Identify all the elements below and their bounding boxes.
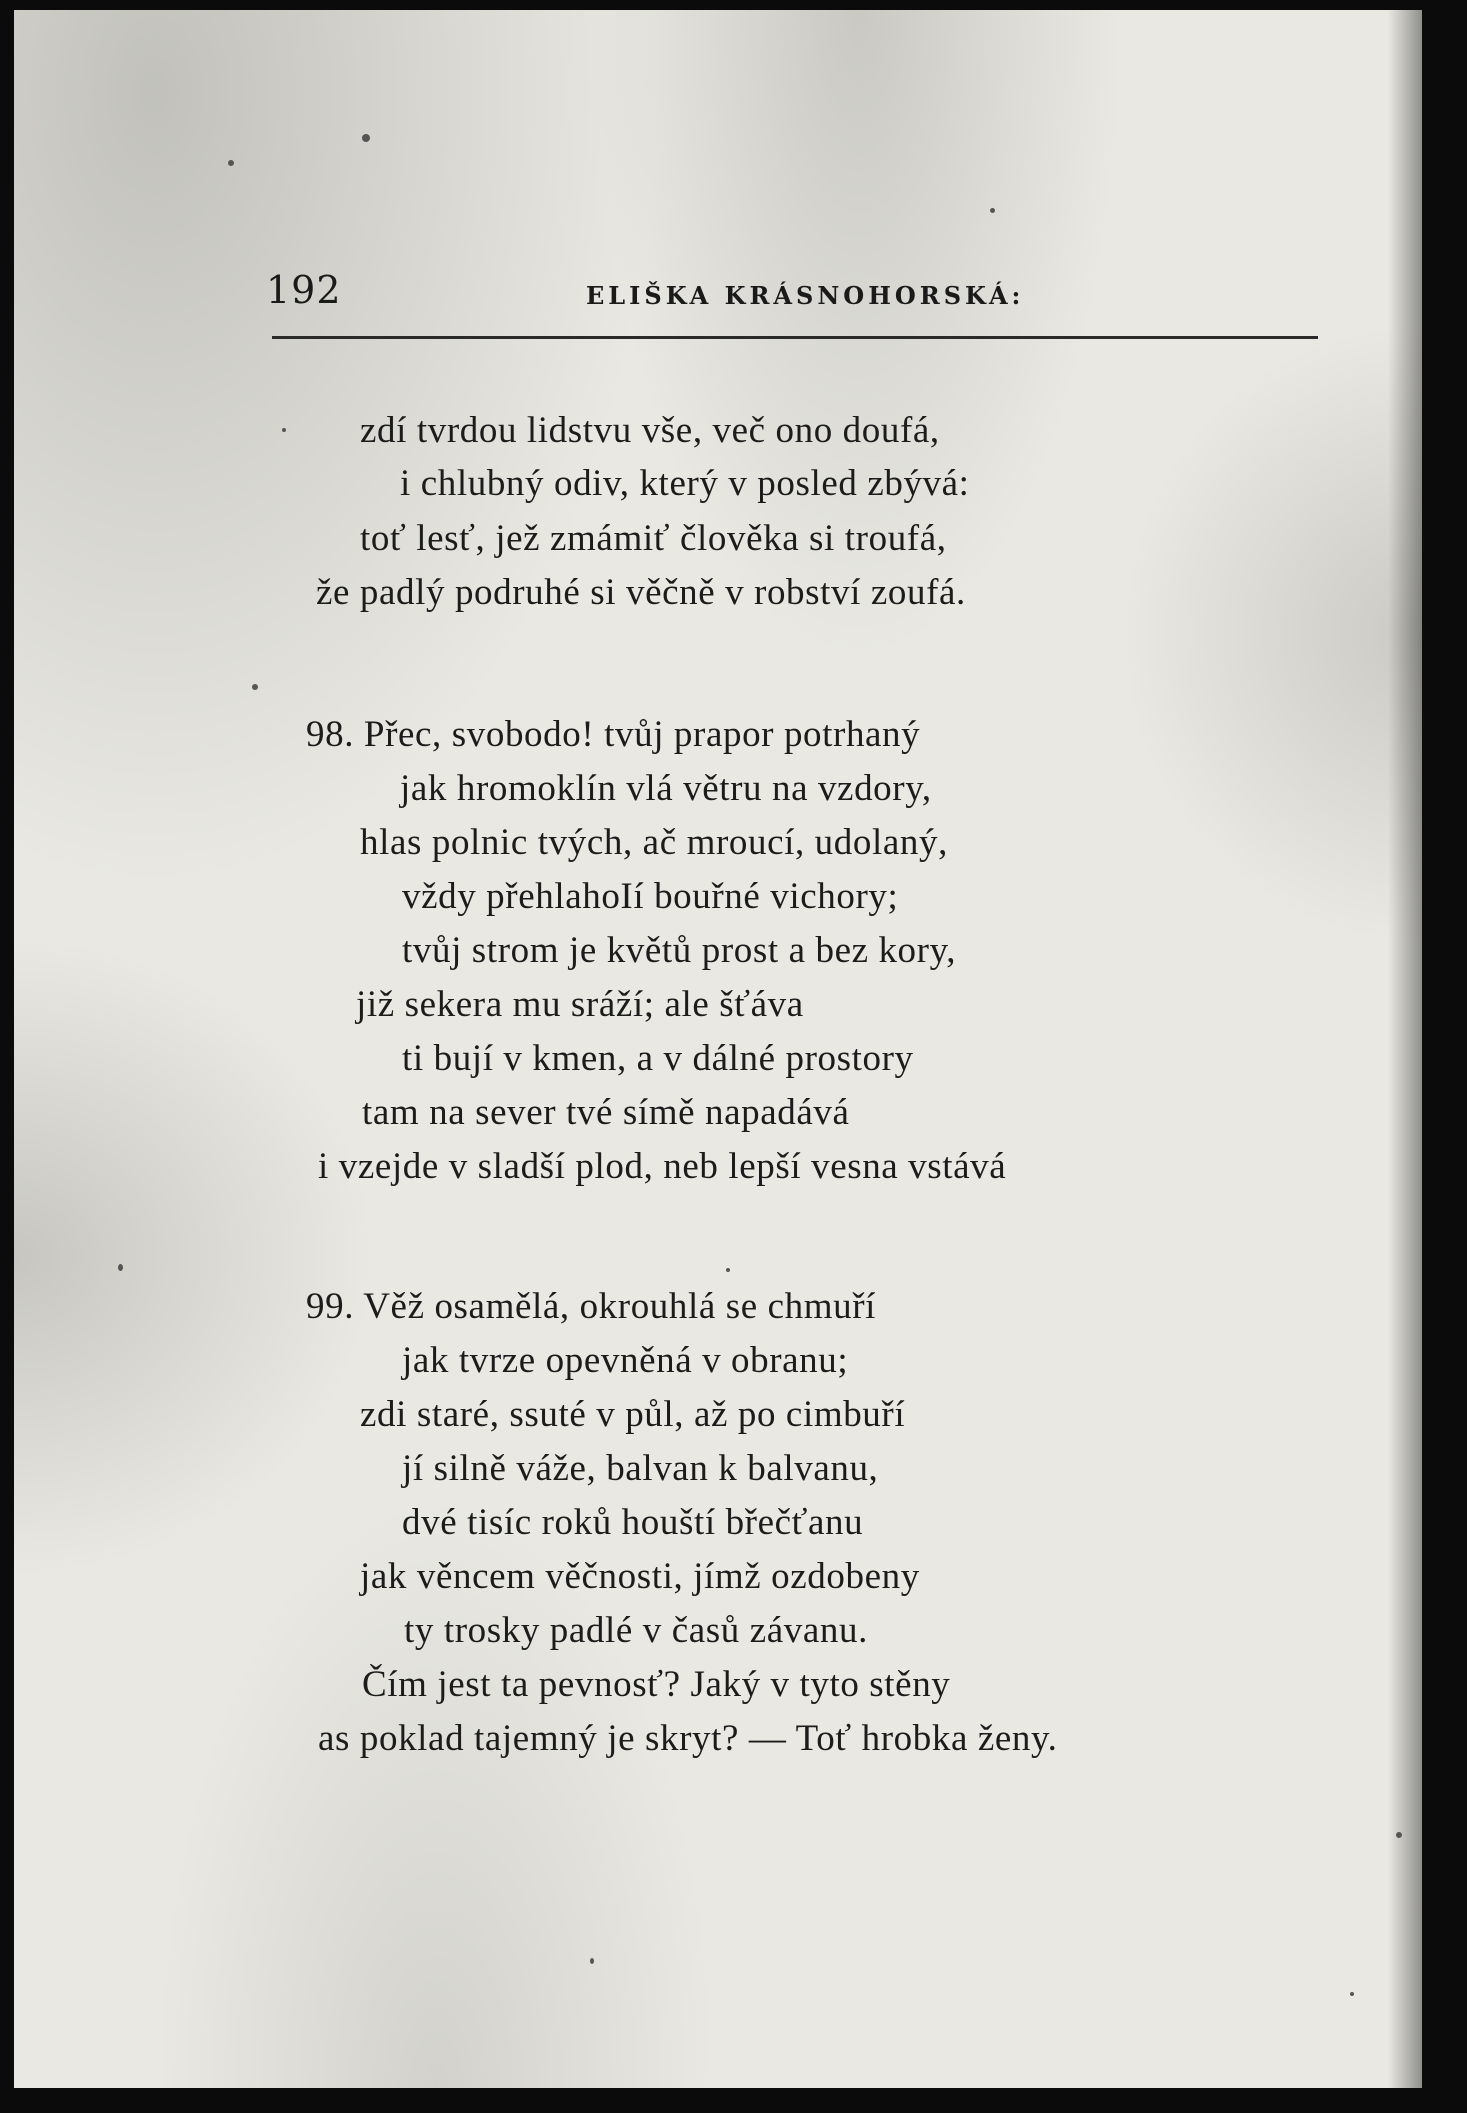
- scan-speck: [282, 428, 286, 432]
- verse-line: hlas polnic tvých, ač mroucí, udolaný,: [360, 822, 948, 863]
- verse-line: 98. Přec, svobodo! tvůj prapor potrhaný: [306, 714, 921, 755]
- scan-speck: [590, 1958, 594, 1964]
- verse-line: dvé tisíc roků houští břečťanu: [402, 1502, 864, 1543]
- scan-speck: [1350, 1992, 1354, 1996]
- verse-line: zdi staré, ssuté v půl, až po cimbuří: [360, 1394, 906, 1435]
- verse-line: toť lesť, jež zmámiť člověka si troufá,: [360, 518, 947, 559]
- verse-line: as poklad tajemný je skryt? — Toť hrobka ženy.: [318, 1718, 1058, 1759]
- scan-speck: [362, 134, 370, 142]
- scan-speck: [118, 1264, 123, 1271]
- verse-line: tam na sever tvé símě napadává: [362, 1092, 850, 1133]
- verse-line: zdí tvrdou lidstvu vše, več ono doufá,: [360, 410, 940, 451]
- verse-line: jak hromoklín vlá větru na vzdory,: [400, 768, 932, 809]
- scan-speck: [252, 684, 258, 690]
- verse-line: Čím jest ta pevnosť? Jaký v tyto stěny: [362, 1664, 951, 1705]
- verse-line: 99. Věž osamělá, okrouhlá se chmuří: [306, 1286, 877, 1327]
- verse-line: jak věncem věčnosti, jímž ozdobeny: [360, 1556, 920, 1597]
- running-head: ELIŠKA KRÁSNOHORSKÁ:: [586, 281, 1025, 310]
- page-number: 192: [266, 268, 342, 312]
- verse-line: tvůj strom je květů prost a bez kory,: [402, 930, 957, 971]
- scan-speck: [228, 160, 234, 166]
- verse-line: již sekera mu sráží; ale šťáva: [356, 984, 804, 1025]
- verse-line: vždy přehlahoIí bouřné vichory;: [402, 876, 899, 917]
- scan-speck: [1396, 1832, 1402, 1838]
- verse-line: ty trosky padlé v časů závanu.: [404, 1610, 868, 1651]
- scan-speck: [726, 1268, 730, 1272]
- verse-line: jí silně váže, balvan k balvanu,: [402, 1448, 879, 1489]
- verse-line: ti bují v kmen, a v dálné prostory: [402, 1038, 914, 1079]
- verse-line: jak tvrze opevněná v obranu;: [402, 1340, 849, 1381]
- verse-line: i chlubný odiv, který v posled zbývá:: [400, 463, 970, 504]
- verse-line: i vzejde v sladší plod, neb lepší vesna vstává: [318, 1146, 1007, 1187]
- verse-line: že padlý podruhé si věčně v robství zoufá.: [316, 572, 966, 613]
- scan-speck: [990, 208, 995, 213]
